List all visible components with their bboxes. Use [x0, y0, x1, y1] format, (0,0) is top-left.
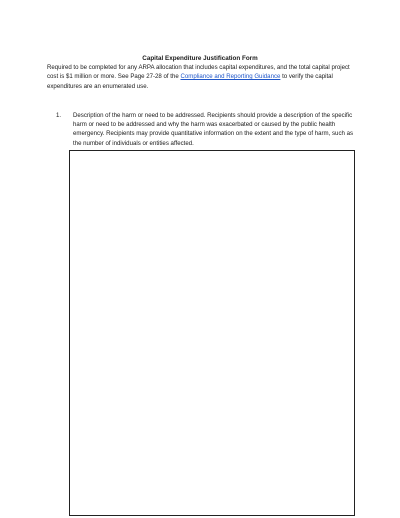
answer-box[interactable]: [69, 150, 355, 516]
compliance-guidance-link[interactable]: Compliance and Reporting Guidance: [180, 73, 281, 81]
form-title: Capital Expenditure Justification Form: [142, 55, 258, 62]
question-text: Description of the harm or need to be addressed. Recipients should provide a description of the specific harm or need to be addressed and why the harm was exacerbated or caused by the public health emergency. Recipients may provide quantitative information on the extent and the type of harm, such as the number of individuals or entities affected.: [73, 112, 354, 147]
intro-text-start: Required to be completed for any ARPA allocation that includes capital expenditures, and the total capital project cost is $1 million or more. See Page 27-28 of the: [47, 64, 350, 81]
question-number: 1.: [56, 112, 62, 119]
intro-paragraph: [47, 63, 355, 91]
intro-text-end: to verify the capital expenditures are an enumerated use.: [47, 73, 333, 90]
